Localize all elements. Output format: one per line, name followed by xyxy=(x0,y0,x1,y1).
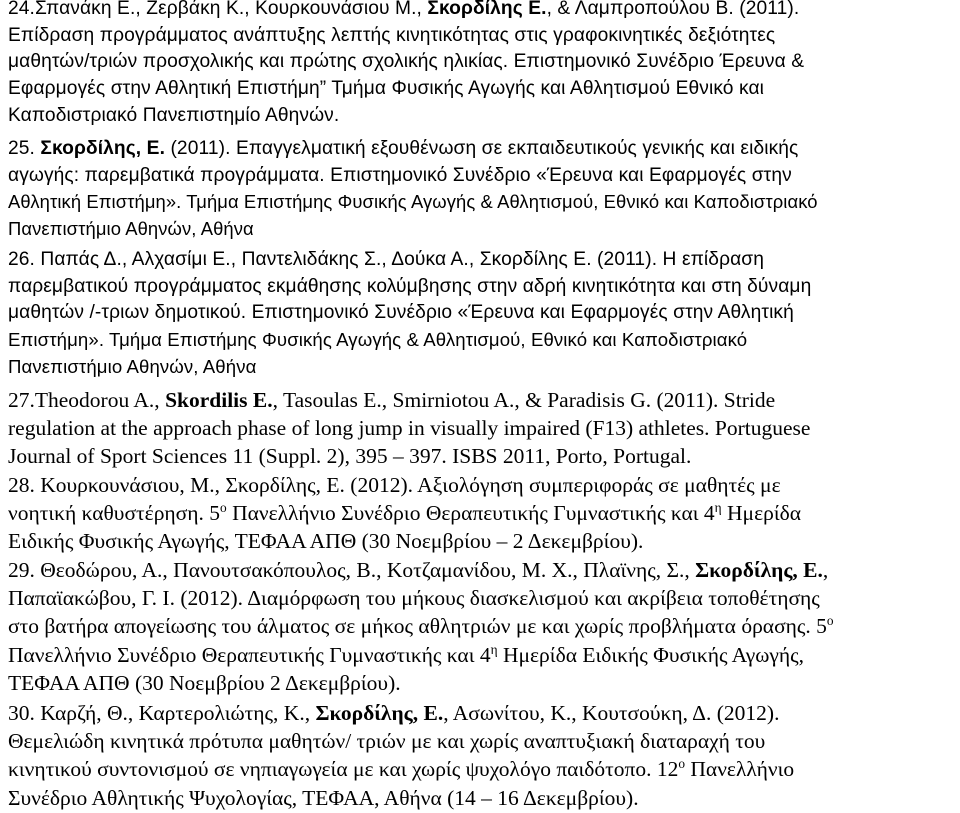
ref-24-line-3 xyxy=(8,49,804,76)
highlighted-author: Σκορδίλης, Ε. xyxy=(695,558,823,582)
ref-24-line-2 xyxy=(8,23,804,50)
ref-29-line-4 xyxy=(8,641,834,669)
ref-27-line-1 xyxy=(8,386,810,414)
ref-text: Θεμελιώδη κινητικά πρότυπα μαθητών/ τριών με και χωρίς αναπτυξιακή διαταραχή του xyxy=(8,729,766,754)
ref-30-line-3 xyxy=(8,755,794,783)
ref-text: 28. Κουρκουνάσιου, Μ., Σκορδίλης, Ε. (2012). Αξιολόγηση συμπεριφοράς σε μαθητές με xyxy=(8,473,781,497)
ref-29-line-5 xyxy=(8,669,834,697)
ref-text: Καποδιστριακό Πανεπιστημίο Αθηνών. xyxy=(8,104,340,126)
ref-text: Εφαρμογές στην Αθλητική Επιστήμη” Τμήμα Φυσικής Αγωγής και Αθλητισμού Εθνικό και xyxy=(8,78,765,100)
ref-29-line-1 xyxy=(8,556,834,584)
ref-29-line-2 xyxy=(8,584,834,612)
ref-text: Πανελλήνιο Συνέδριο Θεραπευτικής Γυμναστικής και 4 xyxy=(226,501,715,526)
ref-26-line-5 xyxy=(8,354,811,381)
ref-text: , xyxy=(822,558,829,582)
ref-24-line-5 xyxy=(8,103,804,130)
reference-29 xyxy=(8,556,834,697)
highlighted-author: Σκορδίλης, Ε. xyxy=(40,138,166,159)
ref-26-line-4 xyxy=(8,327,811,354)
highlighted-author: Skordilis E. xyxy=(165,388,273,412)
reference-26 xyxy=(8,247,811,381)
ref-24-line-4 xyxy=(8,76,804,103)
reference-30 xyxy=(8,699,794,812)
ordinal-superscript: ο xyxy=(678,756,686,772)
ref-text: Πανεπιστήμιο Αθηνών, Αθήνα xyxy=(8,218,254,240)
ref-text: Πανελλήνιο Συνέδριο Θεραπευτικής Γυμναστικής και 4 xyxy=(8,642,491,667)
ref-text: μαθητών /-τριων δημοτικού. Επιστημονικό Συνέδριο «Έρευνα και Εφαρμογές στην Αθλητική xyxy=(8,302,794,324)
ordinal-superscript: η xyxy=(490,641,498,657)
ref-text: Ημερίδα xyxy=(721,501,802,526)
ref-text: νοητική καθυστέρηση. 5 xyxy=(8,501,221,526)
ref-text: αγωγής: παρεμβατικά προγράμματα. Επιστημονικό Συνέδριο «Έρευνα και Εφαρμογές στην xyxy=(8,164,792,186)
ref-text: , Tasoulas E., Smirniotou A., & Paradisis G. (2011). Stride xyxy=(272,388,776,412)
ref-27-line-2 xyxy=(8,414,810,442)
ref-text: , & Λαμπροπούλου Β. (2011). xyxy=(546,0,800,19)
ref-30-line-1 xyxy=(8,699,794,727)
ref-25-line-4 xyxy=(8,216,818,243)
ref-26-line-1 xyxy=(8,247,811,274)
ref-25-line-3 xyxy=(8,189,818,216)
ref-text: Παπαϊακώβου, Γ. Ι. (2012). Διαμόρφωση του μήκους διασκελισμού και ακρίβεια τοποθέτησης xyxy=(8,586,820,611)
ref-24-line-1 xyxy=(8,0,804,23)
ref-text: 25. xyxy=(8,138,41,159)
ref-text: Συνέδριο Αθλητικής Ψυχολογίας, ΤΕΦΑΑ, Αθήνα (14 – 16 Δεκεμβρίου). xyxy=(8,785,639,810)
ref-text: 27.Theodorou A., xyxy=(8,388,166,412)
ref-text: παρεμβατικού προγράμματος εκμάθησης κολύμβησης στην αδρή κινητικότητα και στη δύναμη xyxy=(8,275,812,297)
reference-24 xyxy=(8,0,804,130)
ref-28-line-2 xyxy=(8,499,801,527)
highlighted-author: Σκορδίλης Ε. xyxy=(427,0,547,19)
ref-text: ΤΕΦΑΑ ΑΠΘ (30 Νοεμβρίου 2 Δεκεμβρίου). xyxy=(8,670,401,695)
ref-text: 24.Σπανάκη Ε., Ζερβάκη Κ., Κουρκουνάσιου Μ., xyxy=(8,0,428,19)
ref-text: regulation at the approach phase of long jump in visually impaired (F13) athletes. Portuguese xyxy=(8,416,811,441)
ref-text: Journal of Sport Sciences 11 (Suppl. 2), 395 – 397. ISBS 2011, Porto, Portugal. xyxy=(8,444,692,469)
ref-27-line-3 xyxy=(8,442,810,470)
ref-text: Πανεπιστήμιο Αθηνών, Αθήνα xyxy=(8,355,257,377)
ref-29-line-3 xyxy=(8,612,834,640)
ref-text: (2011). Επαγγελματική εξουθένωση σε εκπαιδευτικούς γενικής και ειδικής xyxy=(165,138,799,159)
ref-text: , Ασωνίτου, Κ., Κουτσούκη, Δ. (2012). xyxy=(443,701,780,725)
ref-text: κινητικού συντονισμού σε νηπιαγωγεία με και χωρίς ψυχολόγο παιδότοπο. 12 xyxy=(8,757,679,782)
ordinal-superscript: η xyxy=(714,500,722,516)
ref-text: Επιστήμη». Τμήμα Επιστήμης Φυσικής Αγωγής & Αθλητισμού, Εθνικό και Καποδιστριακό xyxy=(8,329,748,351)
ref-text: Αθλητική Επιστήμη». Τμήμα Επιστήμης Φυσικής Αγωγής & Αθλητισμού, Εθνικό και Καποδιστριακό xyxy=(8,191,818,213)
ordinal-superscript: ο xyxy=(220,500,227,516)
ref-text: στο βατήρα απογείωσης του άλματος σε μήκος αθλητριών με και χωρίς προβλήματα όρασης. 5 xyxy=(8,614,827,639)
ref-text: 26. Παπάς Δ., Αλχασίμι Ε., Παντελιδάκης Σ., Δούκα Α., Σκορδίλης Ε. (2011). Η επίδραση xyxy=(8,249,765,270)
reference-27 xyxy=(8,386,810,471)
reference-28 xyxy=(8,471,801,556)
ref-26-line-3 xyxy=(8,300,811,327)
ref-text: 29. Θεοδώρου, Α., Πανουτσακόπουλος, Β., Κοτζαμανίδου, Μ. Χ., Πλαϊνης, Σ., xyxy=(8,558,696,582)
ref-text: Πανελλήνιο xyxy=(685,757,795,782)
ref-30-line-2 xyxy=(8,727,794,755)
ref-text: Ειδικής Φυσικής Αγωγής, ΤΕΦΑΑ ΑΠΘ (30 Νοεμβρίου – 2 Δεκεμβρίου). xyxy=(8,529,644,554)
ref-25-line-2 xyxy=(8,163,818,190)
ref-text: Επίδραση προγράμματος ανάπτυξης λεπτής κινητικότητας στις γραφοκινητικές δεξιότητες xyxy=(8,24,776,46)
ref-text: 30. Καρζή, Θ., Καρτερολιώτης, Κ., xyxy=(8,701,316,725)
ref-28-line-1 xyxy=(8,471,801,499)
ordinal-superscript: ο xyxy=(826,613,834,629)
highlighted-author: Σκορδίλης, Ε. xyxy=(315,701,444,725)
ref-text: Ημερίδα Ειδικής Φυσικής Αγωγής, xyxy=(497,642,804,667)
ref-text: μαθητών/τριών προσχολικής και πρώτης σχολικής ηλικίας. Επιστημονικό Συνέδριο Έρευνα & xyxy=(8,51,805,73)
ref-25-line-1 xyxy=(8,136,818,163)
reference-25 xyxy=(8,136,818,243)
ref-30-line-4 xyxy=(8,784,794,812)
ref-26-line-2 xyxy=(8,274,811,301)
ref-28-line-3 xyxy=(8,527,801,555)
